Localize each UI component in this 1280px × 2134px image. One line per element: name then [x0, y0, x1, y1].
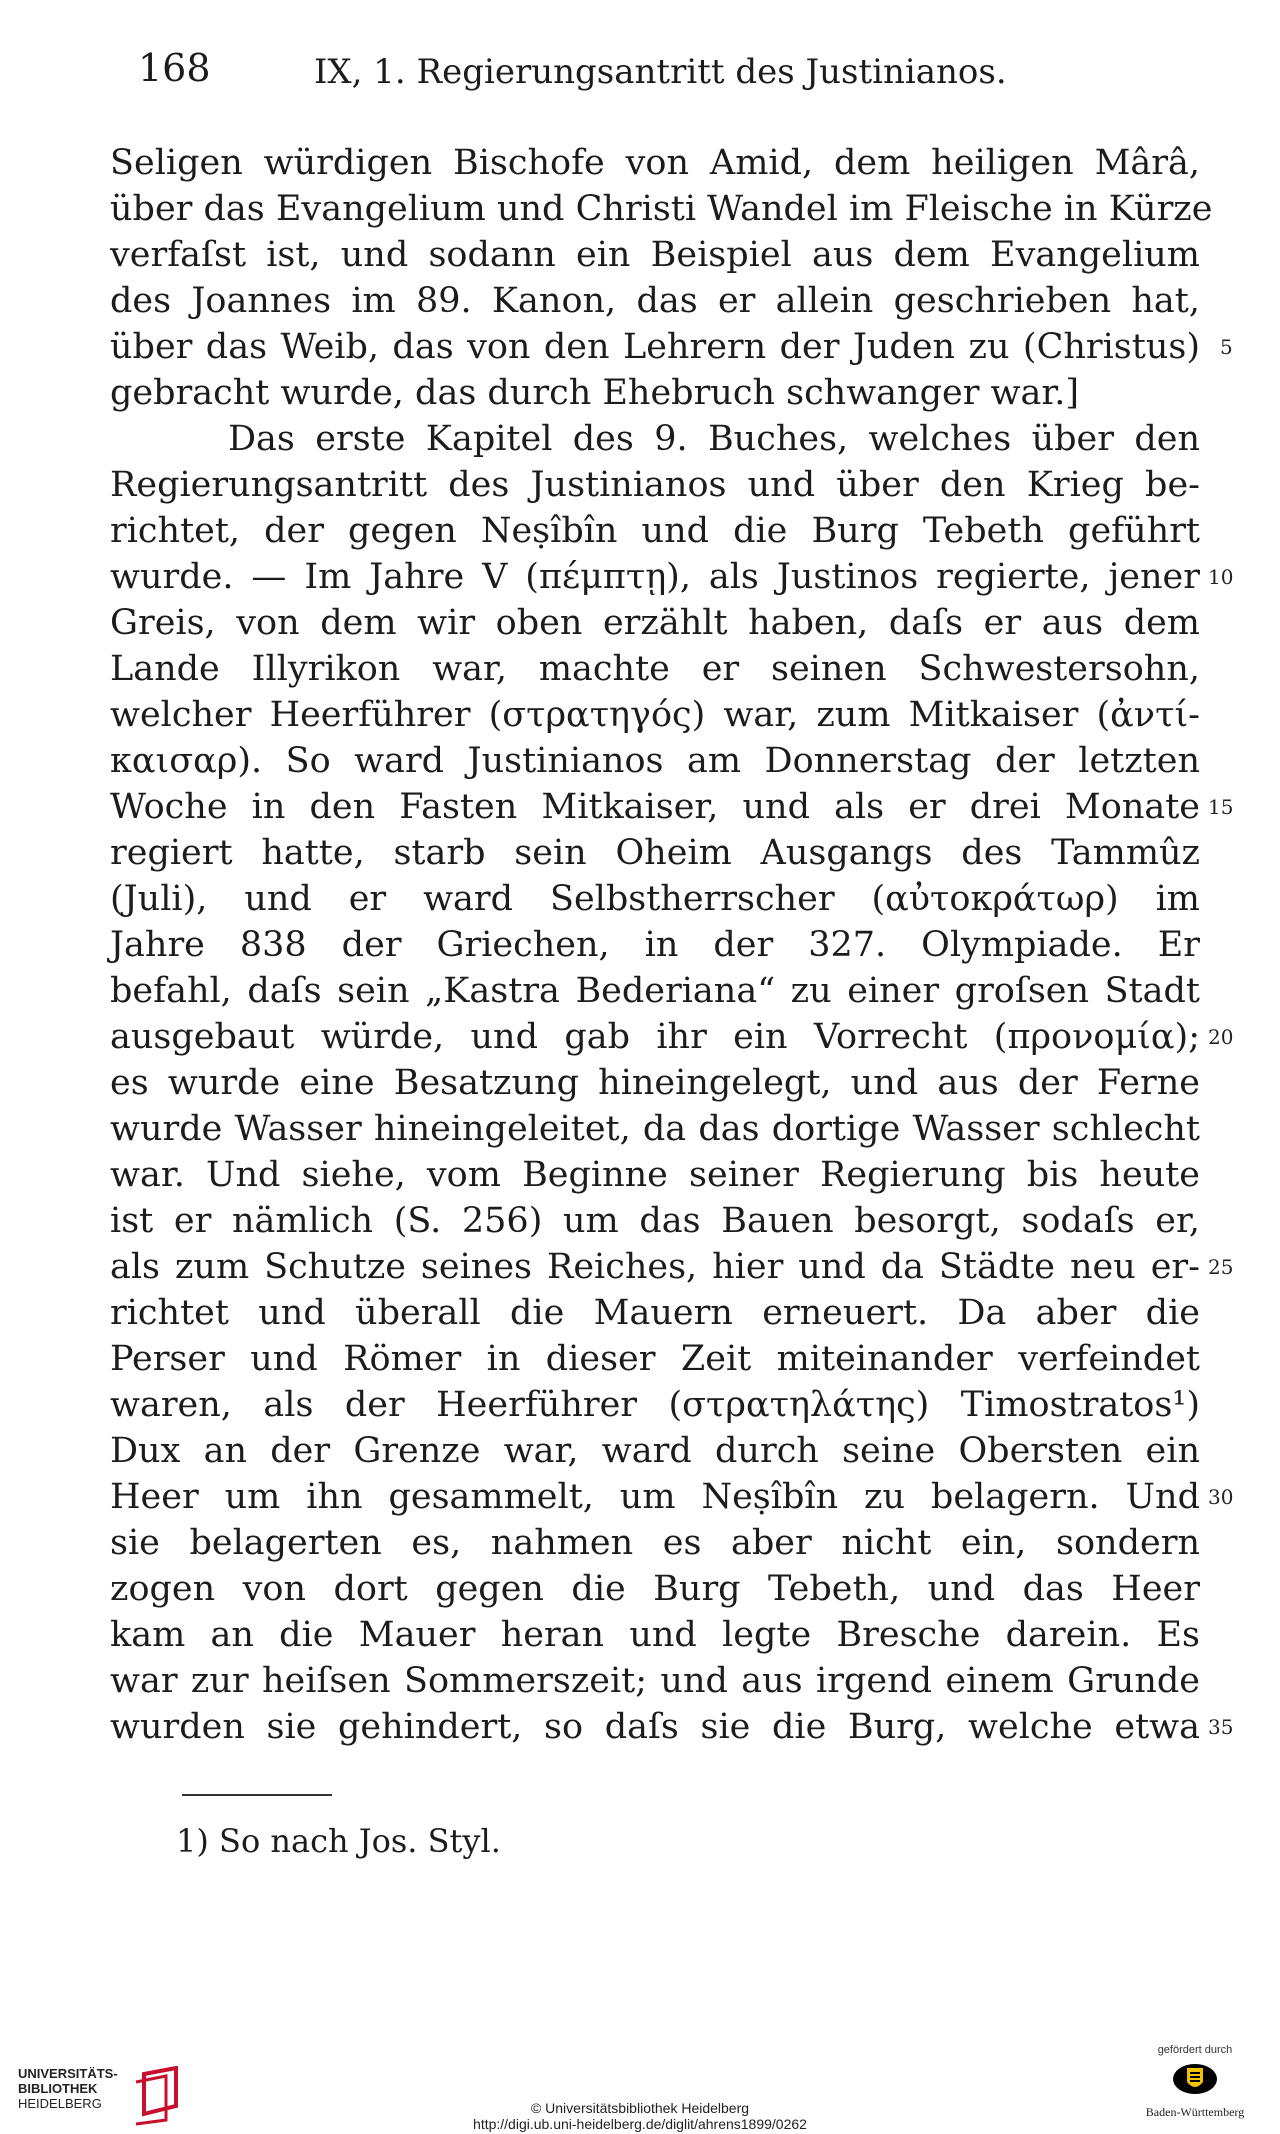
text-line: befahl, daſs sein „Kastra Bederiana“ zu einer groſsen Stadt [110, 971, 1200, 1011]
line-number: 25 [1208, 1255, 1234, 1279]
line-number: 15 [1208, 795, 1234, 819]
text-line: war zur heiſsen Sommerszeit; und aus irgend einem Grunde [110, 1661, 1200, 1701]
coat-of-arms-icon [1171, 2062, 1219, 2096]
text-line: Das erste Kapitel des 9. Buches, welches über den [228, 419, 1200, 459]
text-line: kam an die Mauer heran und legte Bresche darein. Es [110, 1615, 1200, 1655]
library-name: UNIVERSITÄTS- BIBLIOTHEK HEIDELBERG [18, 2066, 118, 2111]
line-number: 20 [1208, 1025, 1234, 1049]
text-line: Woche in den Fasten Mitkaiser, und als er drei Monate [110, 787, 1200, 827]
text-line: gebracht wurde, das durch Ehebruch schwanger war.] [110, 373, 1080, 413]
page-number: 168 [138, 46, 211, 90]
source-url[interactable]: http://digi.ub.uni-heidelberg.de/diglit/ahrens1899/0262 [473, 2116, 807, 2132]
text-line: (Juli), und er ward Selbstherrscher (αὐτοκράτωρ) im [110, 879, 1200, 919]
line-number: 30 [1208, 1485, 1234, 1509]
text-line: über das Weib, das von den Lehrern der Juden zu (Christus) [110, 327, 1200, 367]
text-line: waren, als der Heerführer (στρατηλάτης) Timostratos¹) [110, 1385, 1200, 1425]
copyright-notice: © Universitätsbibliothek Heidelberg http://digi.ub.uni-heidelberg.de/diglit/ahrens1899/0262 [0, 2100, 1280, 2132]
sponsor-badge [1125, 2044, 1265, 2130]
text-line: wurden sie gehindert, so daſs sie die Burg, welche etwa [110, 1707, 1200, 1747]
text-line: wurde. — Im Jahre V (πέμπτῃ), als Justinos regierte, jener [110, 557, 1200, 597]
text-line: ist er nämlich (S. 256) um das Bauen besorgt, sodaſs er, [110, 1201, 1200, 1241]
text-line: zogen von dort gegen die Burg Tebeth, und das Heer [110, 1569, 1200, 1609]
text-line: sie belagerten es, nahmen es aber nicht ein, sondern [110, 1523, 1200, 1563]
line-number: 35 [1208, 1715, 1234, 1739]
text-line: verfaſst ist, und sodann ein Beispiel aus dem Evangelium [110, 235, 1200, 275]
text-line: über das Evangelium und Christi Wandel im Fleische in Kürze [110, 189, 1213, 229]
text-line: regiert hatte, starb sein Oheim Ausgangs des Tammûz [110, 833, 1200, 873]
text-line: καισαρ). So ward Justinianos am Donnerstag der letzten [110, 741, 1200, 781]
text-line: welcher Heerführer (στρατηγός) war, zum Mitkaiser (ἀντί- [110, 695, 1200, 735]
text-line: Regierungsantritt des Justinianos und über den Krieg be- [110, 465, 1200, 505]
text-line: Jahre 838 der Griechen, in der 327. Olympiade. Er [110, 925, 1200, 965]
text-line: Greis, von dem wir oben erzählt haben, daſs er aus dem [110, 603, 1200, 643]
text-line: richtet, der gegen Neṣîbîn und die Burg Tebeth geführt [110, 511, 1200, 551]
running-header [138, 46, 1038, 96]
text-line: Lande Illyrikon war, machte er seinen Schwestersohn, [110, 649, 1200, 689]
text-line: es wurde eine Besatzung hineingelegt, und aus der Ferne [110, 1063, 1200, 1103]
text-line: Perser und Römer in dieser Zeit miteinander verfeindet [110, 1339, 1200, 1379]
text-line: Heer um ihn gesammelt, um Neṣîbîn zu belagern. Und [110, 1477, 1200, 1517]
text-line: richtet und überall die Mauern erneuert. Da aber die [110, 1293, 1200, 1333]
page-footer [0, 2040, 1280, 2134]
chapter-title: IX, 1. Regierungsantritt des Justinianos. [314, 52, 1007, 92]
sponsor-name: Baden-Württemberg [1145, 2105, 1245, 2119]
line-number: 5 [1220, 335, 1233, 359]
line-number: 10 [1208, 565, 1234, 589]
footnote: 1) So nach Jos. Styl. [176, 1822, 501, 1860]
sponsor-label: gefördert durch [1157, 2044, 1233, 2056]
text-line: wurde Wasser hineingeleitet, da das dortige Wasser schlecht [110, 1109, 1200, 1149]
text-line: war. Und siehe, vom Beginne seiner Regierung bis heute [110, 1155, 1200, 1195]
text-line: ausgebaut würde, und gab ihr ein Vorrecht (προνομία); [110, 1017, 1200, 1057]
text-line: als zum Schutze seines Reiches, hier und da Städte neu er- [110, 1247, 1200, 1287]
text-line: des Joannes im 89. Kanon, das er allein geschrieben hat, [110, 281, 1200, 321]
footnote-rule [182, 1794, 332, 1796]
text-line: Dux an der Grenze war, ward durch seine Obersten ein [110, 1431, 1200, 1471]
text-line: Seligen würdigen Bischofe von Amid, dem heiligen Mârâ, [110, 143, 1200, 183]
